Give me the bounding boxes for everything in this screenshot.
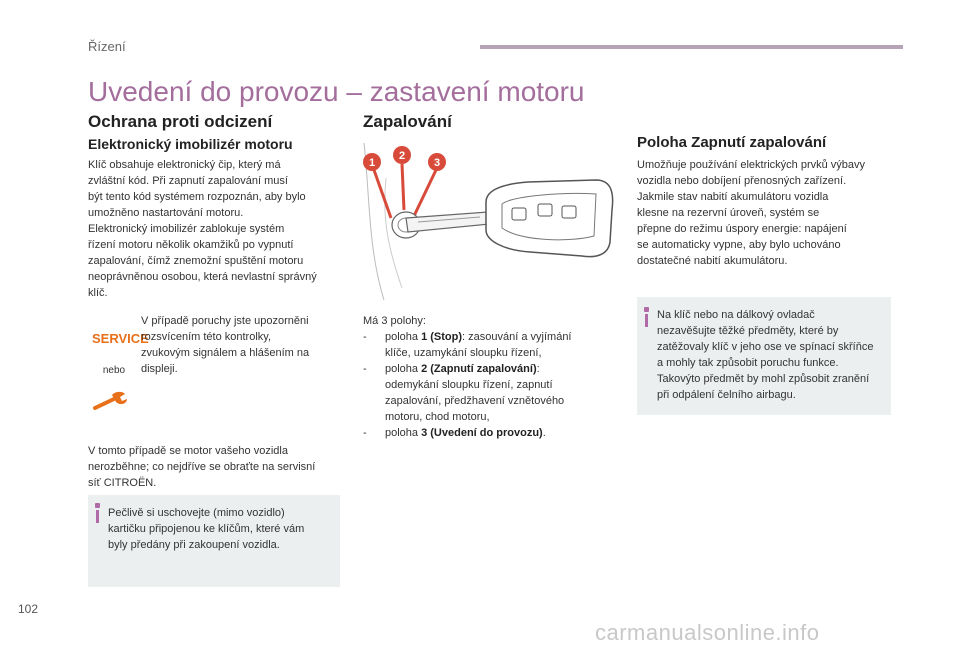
service-warning-icon — [92, 328, 149, 348]
col2-heading: Zapalování — [363, 112, 452, 131]
positions-intro: Má 3 polohy: — [363, 315, 426, 327]
warning-text: V případě poruchy jste upozorněni rozsvícením této kontrolky, zvukovým signálem a hlášením na displeji. — [141, 315, 310, 375]
note-text: Pečlivě si uschovejte (mimo vozidlo) kartičku připojenou ke klíčům, které vám byly předány při zakoupení vozidla. — [108, 507, 305, 551]
col1-heading: Ochrana proti odcizení — [88, 112, 273, 131]
info-note-box — [637, 297, 891, 415]
page-number: 102 — [18, 602, 39, 616]
section-label: Řízení — [88, 39, 126, 54]
col1-subheading: Elektronický imobilizér motoru — [88, 136, 293, 152]
svg-text:2: 2 — [398, 150, 406, 162]
position-item: - poloha 3 (Uvedení do provozu). — [363, 427, 546, 439]
note-marker-icon — [95, 503, 100, 508]
watermark: carmanualsonline.info — [595, 620, 820, 645]
header-bar — [480, 45, 903, 49]
position-item: - poloha 1 (Stop): zasouvání a vyjímání klíče, uzamykání sloupku řízení, — [363, 331, 572, 359]
col1-paragraph: Klíč obsahuje elektronický čip, který má zvláštní kód. Při zapnutí zapalování musí být tento kód systémem rozpoznán, aby bylo umožněno nastartování motoru. Elektronický imobilizér zablokuje systém řízení motoru několik okamžiků po vypnutí zapalování, čímž znemožní spuštění motoru neoprávněnou osobou, která nevlastní správný klíč. — [88, 159, 317, 299]
col3-heading: Poloha Zapnutí zapalování — [637, 134, 827, 151]
nebo-label: nebo — [102, 365, 126, 376]
positions-list — [363, 329, 613, 441]
svg-text:1: 1 — [368, 157, 376, 169]
col1-paragraph-2: V tomto případě se motor vašeho vozidla nerozběhne; co nejdříve se obraťte na servisní síť CITROËN. — [88, 445, 316, 489]
page-title: Uvedení do provozu – zastavení motoru — [88, 76, 585, 107]
note-marker-icon — [644, 307, 649, 312]
ignition-key-illustration — [362, 138, 624, 300]
svg-text:SERVICE: SERVICE — [92, 331, 149, 346]
col3-paragraph: Umožňuje používání elektrických prvků výbavy vozidla nebo dobíjení přenosných zařízení. Jakmile stav nabití akumulátoru vozidla klesne na rezervní úroveň, systém se přepne do režimu úspory energie: napájení se automaticky vypne, aby bylo uchováno dostatečné nabití akumulátoru. — [637, 159, 866, 267]
note-text: Na klíč nebo na dálkový ovladač nezavěšujte těžké předměty, které by zatěžovaly klíč v jeho ose ve spínací skříňce a mohly tak způsobit poruchu funkce. Takovýto předmět by mohl způsobit zranění při odpálení čelního airbagu. — [657, 309, 874, 401]
wrench-icon — [92, 390, 130, 412]
position-item: - poloha 2 (Zapnutí zapalování): odemykání sloupku řízení, zapnutí zapalování, předžhavení vznětového motoru, chod motoru, — [363, 363, 565, 423]
svg-text:3: 3 — [433, 157, 441, 169]
info-note-box — [88, 495, 340, 587]
